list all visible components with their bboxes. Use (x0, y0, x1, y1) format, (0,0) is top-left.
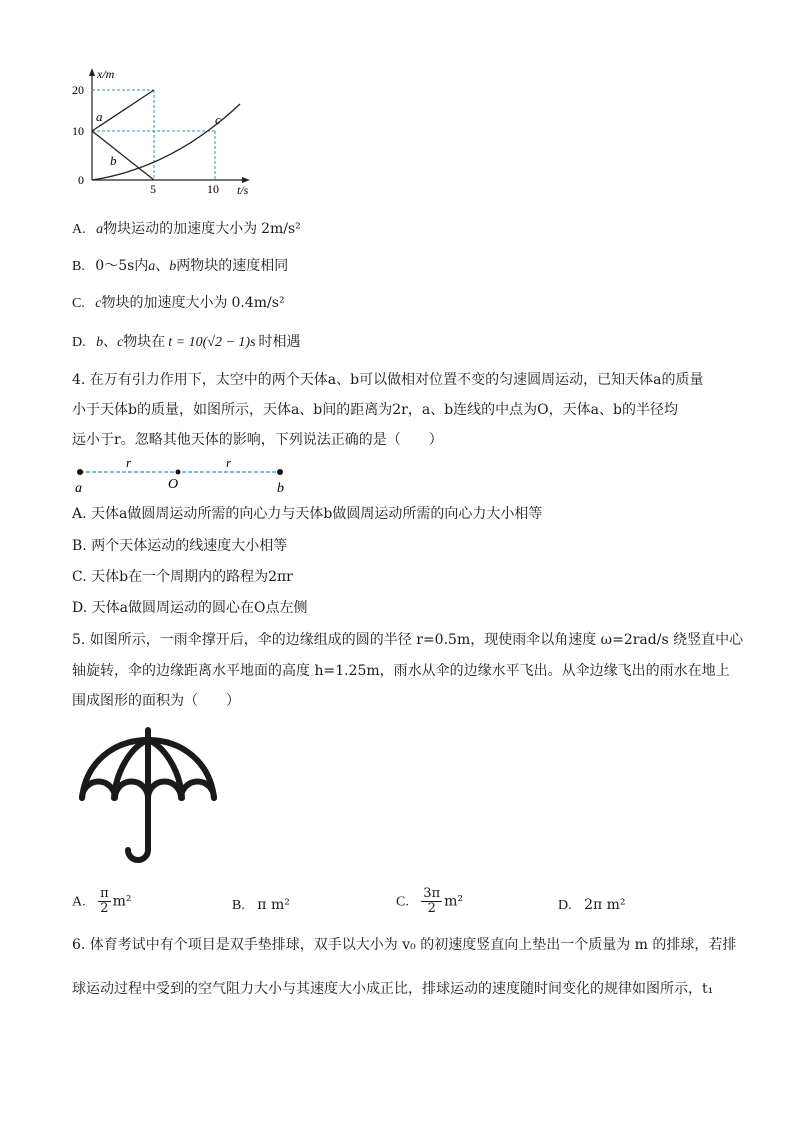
diagram-a: a (75, 481, 82, 496)
q4-stem-line3: 远小于r。忽略其他天体的影响，下列说法正确的是（ ） (72, 432, 443, 448)
q4-option-d: D. 天体a做圆周运动的圆心在O点左侧 (72, 600, 308, 616)
q3-option-b: B. 0～5s内a、b两物块的速度相同 (72, 258, 289, 274)
q4-stem-line2: 小于天体b的质量，如图所示，天体a、b间的距离为2r，a、b连线的中点为O，天体a、b的半径均 (72, 402, 678, 418)
xt-graph (62, 64, 262, 196)
y-tick-10: 10 (72, 124, 84, 138)
x-tick-5: 5 (150, 182, 156, 196)
q6-stem-line2: 球运动过程中受到的空气阻力大小与其速度大小成正比，排球运动的速度随时间变化的规律如图所示，t₁ (72, 981, 714, 997)
q5-stem-line2: 轴旋转，伞的边缘距离水平地面的高度 h=1.25m，雨水从伞的边缘水平飞出。从伞边缘飞出的雨水在地上 (72, 663, 730, 679)
q4-option-a: A. 天体a做圆周运动所需的向心力与天体b做圆周运动所需的向心力大小相等 (72, 506, 543, 522)
q4-option-c: C. 天体b在一个周期内的路程为2πr (72, 569, 293, 585)
q3-option-a: A. a物块运动的加速度大小为 2m/s² (72, 221, 301, 237)
q5-stem-line3: 围成图形的面积为（ ） (72, 693, 240, 709)
q4-option-b: B. 两个天体运动的线速度大小相等 (72, 538, 288, 554)
q5-option-c: C. $\frac{3\pi}{2}$ m² (396, 886, 464, 916)
label-b: b (110, 153, 117, 168)
q3-option-c: C. c物块的加速度大小为 0.4m/s² (72, 295, 285, 311)
x-tick-10: 10 (207, 182, 219, 196)
y-tick-0: 0 (78, 173, 84, 187)
q6-stem-line1: 6. 体育考试中有个项目是双手垫排球，双手以大小为 v₀ 的初速度竖直向上垫出一个质量为 m 的排球，若排 (72, 937, 737, 953)
label-c: c (215, 112, 221, 127)
center-o-dot (176, 470, 181, 475)
diagram-o: O (168, 477, 179, 492)
umbrella-icon (76, 726, 222, 872)
y-axis-label: x/m (97, 67, 115, 81)
q5-stem-line1: 5. 如图所示，一雨伞撑开后，伞的边缘组成的圆的半径 r=0.5m，现使雨伞以角速度 ω=2rad/s 绕竖直中心 (72, 632, 744, 648)
body-a-dot (77, 469, 83, 475)
q5-option-d: D. 2π m² (558, 897, 626, 913)
y-axis-arrow (89, 68, 95, 76)
q3-option-d: D. b、c物块在 t = 10(√2 − 1)s 时相遇 (72, 334, 301, 350)
q5-option-a: A. $\frac{\pi}{2}$ m² (72, 886, 132, 916)
diagram-r1: r (126, 455, 132, 470)
label-a: a (96, 109, 103, 124)
y-tick-20: 20 (72, 83, 84, 97)
diagram-b: b (277, 481, 284, 496)
x-axis-label: t/s (237, 183, 249, 196)
q5-option-b: B. π m² (232, 897, 290, 913)
q4-stem-line1: 4. 在万有引力作用下，太空中的两个天体a、b可以做相对位置不变的匀速圆周运动，已知天体a的质量 (72, 372, 704, 388)
body-b-dot (277, 469, 283, 475)
diagram-r2: r (226, 455, 232, 470)
q4-diagram (68, 455, 298, 497)
